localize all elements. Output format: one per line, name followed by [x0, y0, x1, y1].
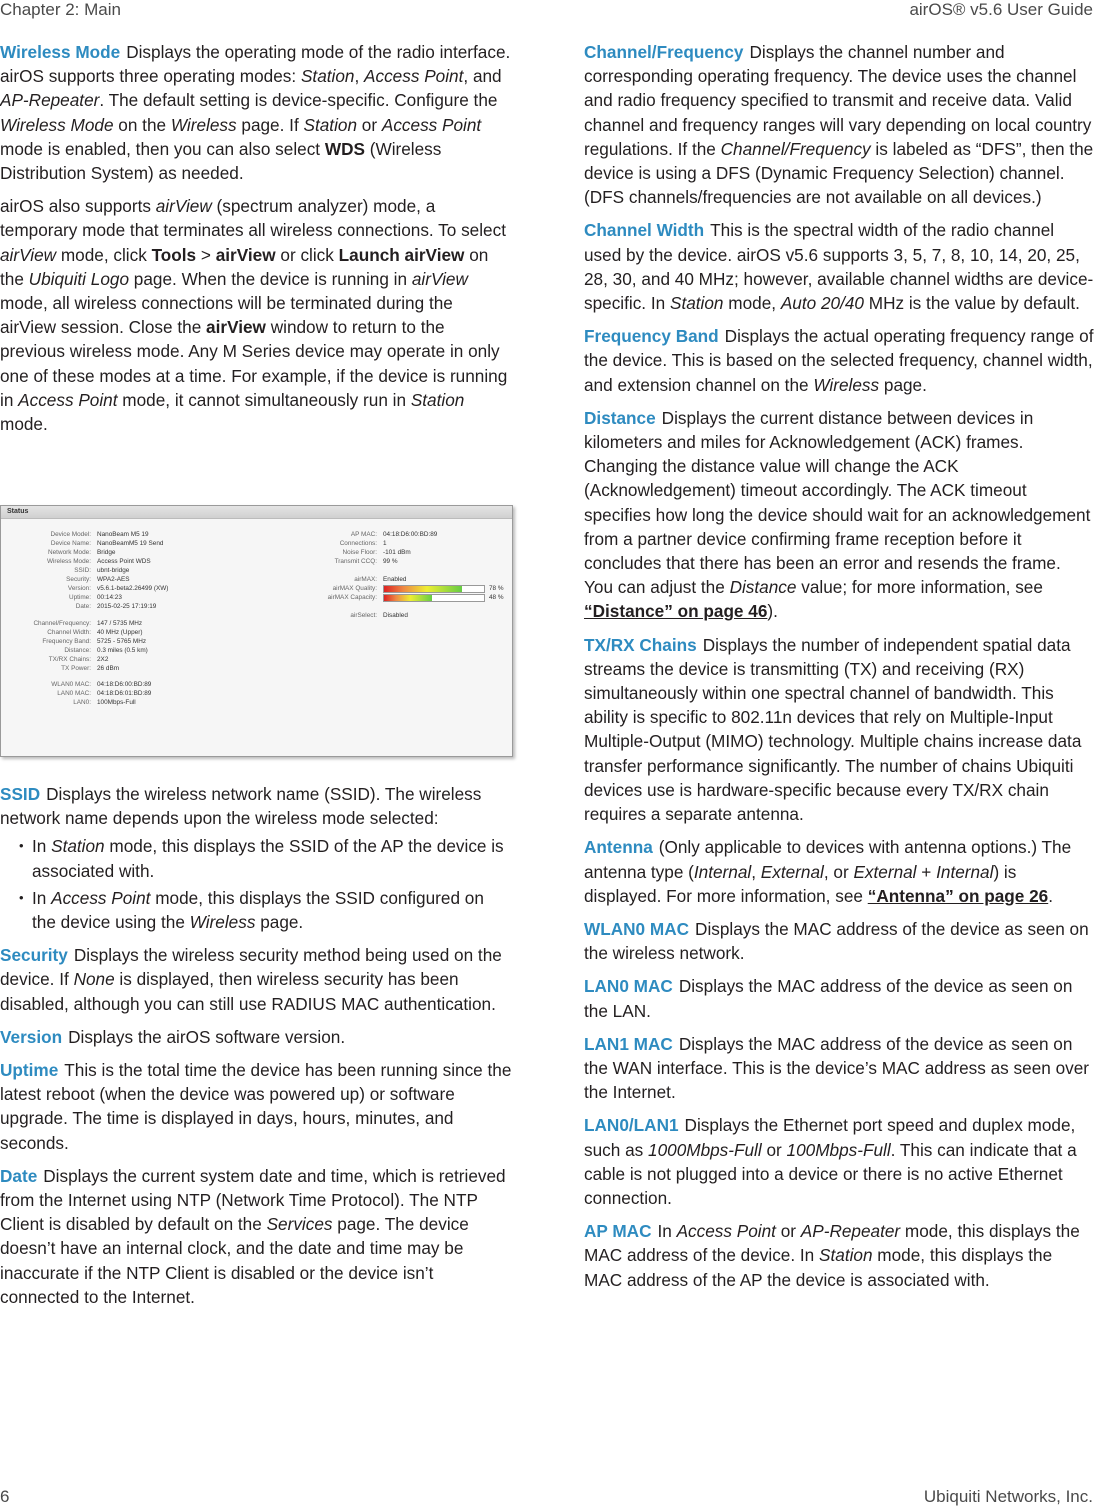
- text: , and: [463, 66, 502, 87]
- wireless-mode-paragraph: [0, 40, 512, 185]
- text: Wireless: [189, 912, 256, 933]
- text: +: [916, 861, 937, 882]
- status-row: [1, 539, 251, 548]
- text: Station: [669, 293, 724, 314]
- term-ssid: SSID: [0, 784, 41, 804]
- status-row: [1, 602, 251, 611]
- status-value: Access Point WDS: [97, 558, 151, 565]
- text: page. The device doesn’t have an internal clock, and the date and time may be inaccurate if the NTP Client is disabled or the device isn’t connected to the Internet.: [0, 1214, 469, 1307]
- date-paragraph: [0, 1164, 512, 1309]
- text: mode is enabled, then you can also select: [0, 138, 325, 159]
- header-chapter: Chapter 2: Main: [0, 0, 121, 19]
- term-wireless-mode: Wireless Mode: [0, 42, 121, 62]
- text: Access Point: [676, 1221, 776, 1242]
- term-security: Security: [0, 945, 68, 966]
- status-title: Status: [1, 506, 512, 519]
- text: AP-Repeater: [0, 90, 100, 111]
- text: Wireless: [170, 114, 237, 135]
- status-row: [1, 698, 251, 707]
- text: is displayed, then wireless security has been disabled, although you can still use RADIUS MAC authentication.: [0, 969, 496, 1014]
- text: mode, this displays the SSID configured on the device using the: [32, 887, 484, 933]
- channel-width-paragraph: [584, 218, 1094, 315]
- text: None: [73, 969, 115, 990]
- distance-page-link[interactable]: “Distance” on page 46: [584, 601, 768, 622]
- status-label: Version:: [67, 585, 91, 592]
- status-label: airMAX Capacity:: [327, 594, 377, 601]
- text: Displays the current system date and time, which is retrieved from the Internet using NTP (Network Time Protocol). The NTP Client is disabled by default on the: [0, 1165, 506, 1235]
- status-row: [1, 646, 251, 655]
- term-ap-mac: AP MAC: [584, 1221, 652, 1242]
- status-row: [261, 548, 511, 557]
- text: AP-Repeater: [800, 1221, 901, 1242]
- status-value: 100Mbps-Full: [97, 699, 136, 706]
- text: This is the spectral width of the radio channel used by the device. airOS v5.6 supports 3, 5, 7, 8, 10, 14, 20, 25, 28, 30, and 40 MHz; however, available channel widths are device-specific. In: [584, 220, 1094, 314]
- text: or click: [275, 244, 339, 265]
- text: Wireless: [813, 374, 880, 395]
- status-row: [261, 557, 511, 566]
- status-row: [1, 548, 251, 557]
- text: airView: [215, 244, 276, 265]
- text: (spectrum analyzer) mode, a temporary mode that terminates all wireless connections. To select: [0, 196, 506, 241]
- text: In: [32, 887, 52, 908]
- term-channel-frequency: Channel/Frequency: [584, 42, 744, 62]
- term-antenna: Antenna: [584, 837, 653, 858]
- term-distance: Distance: [584, 407, 656, 428]
- text: mode, this displays the MAC address of the device. In: [584, 1221, 1080, 1266]
- text: Displays the Ethernet port speed and duplex mode, such as: [584, 1115, 1076, 1160]
- text: (Wireless Distribution System) as needed.: [0, 138, 442, 184]
- left-column-lower: [0, 782, 512, 1318]
- text: Station: [819, 1245, 873, 1266]
- term-wlan0-mac: WLAN0 MAC: [584, 918, 690, 939]
- text: ).: [767, 601, 778, 622]
- status-value: NanoBeam M5 19: [97, 531, 149, 538]
- status-row: [1, 566, 251, 575]
- status-row: [261, 584, 511, 593]
- text: Displays the airOS software version.: [68, 1026, 346, 1047]
- text: airView: [0, 244, 57, 265]
- status-value: 2015-02-25 17:19:19: [97, 603, 157, 610]
- wlan0-mac-paragraph: [584, 917, 1094, 965]
- ssid-bullet-list: [0, 834, 512, 934]
- text: Displays the current distance between devices in kilometers and miles for Acknowledgement (ACK) frames. Changing the distance value will change the ACK (Acknowledgement) timeout accordingly. The ACK timeout specifies how long the device should wait for an acknowledgement from a partner device confirming frame reception before it concludes that there has been an error and resends the frame. You can adjust the: [584, 407, 1091, 598]
- text: on the: [0, 244, 489, 289]
- status-row: [1, 557, 251, 566]
- text: Displays the MAC address of the device as seen on the wireless network.: [584, 918, 1089, 964]
- airview-paragraph: [0, 194, 512, 436]
- status-value: WPA2-AES: [97, 576, 130, 583]
- status-value: 48 %: [489, 594, 504, 601]
- text: or: [775, 1221, 801, 1242]
- status-value: -101 dBm: [383, 549, 411, 556]
- text: Displays the MAC address of the device as seen on the LAN.: [584, 976, 1073, 1021]
- list-item: [0, 886, 512, 934]
- status-label: airMAX:: [354, 576, 377, 583]
- status-label: Connections:: [339, 540, 377, 547]
- text: mode, click: [56, 244, 152, 265]
- status-value: Enabled: [383, 576, 407, 583]
- status-value: 147 / 5735 MHz: [97, 620, 143, 627]
- text: In: [657, 1221, 677, 1242]
- text: page.: [879, 374, 927, 395]
- header-guide-title: airOS® v5.6 User Guide: [909, 0, 1093, 19]
- version-paragraph: [0, 1025, 512, 1049]
- status-value: 78 %: [489, 585, 504, 592]
- text: airView: [155, 196, 212, 217]
- status-row: [261, 611, 511, 620]
- text: (Only applicable to devices with antenna options.) The antenna type (: [584, 837, 1072, 882]
- status-label: TX Power:: [61, 665, 91, 672]
- status-value: 2X2: [97, 656, 109, 663]
- text: Distance: [729, 577, 797, 598]
- text: Displays the wireless network name (SSID). The wireless network name depends upon the wireless mode selected:: [0, 784, 482, 829]
- status-label: Network Mode:: [48, 549, 91, 556]
- text: Displays the channel number and corresponding operating frequency. The device uses the channel and radio frequency specified to transmit and receive data. Valid channel and frequency ranges will vary depending on local country regulations. If the: [584, 42, 1092, 159]
- status-screenshot: [0, 505, 513, 757]
- airmax-capacity-meter: [383, 594, 485, 602]
- status-label: Security:: [66, 576, 91, 583]
- status-row: [1, 584, 251, 593]
- text: Wireless Mode: [0, 114, 114, 135]
- text: mode, it cannot simultaneously run in: [117, 389, 411, 410]
- text: External: [760, 861, 824, 882]
- lan1-mac-paragraph: [584, 1032, 1094, 1105]
- text: page. If: [236, 114, 304, 135]
- airmax-quality-meter: [383, 585, 485, 593]
- text: page.: [255, 912, 304, 933]
- text: window to return to the previous wireless mode. Any M Series device may operate in only one of these modes at a time. For example, if the device is running in: [0, 317, 508, 410]
- text: mode.: [0, 414, 48, 435]
- status-value: 00:14:23: [97, 594, 122, 601]
- status-value: 40 MHz (Upper): [97, 629, 143, 636]
- ssid-paragraph: [0, 782, 512, 830]
- text: Services: [266, 1214, 333, 1235]
- footer-company: Ubiquiti Networks, Inc.: [923, 1487, 1093, 1506]
- text: Access Point: [364, 66, 464, 87]
- status-label: Channel Width:: [47, 629, 91, 636]
- text: Access Point: [51, 887, 151, 908]
- distance-paragraph: [584, 406, 1094, 624]
- lan0-mac-paragraph: [584, 974, 1094, 1022]
- text: mode, this displays the MAC address of the AP the device is associated with.: [584, 1245, 1053, 1290]
- status-value: Disabled: [383, 612, 408, 619]
- status-label: Uptime:: [68, 594, 91, 601]
- status-label: Channel/Frequency:: [33, 620, 91, 627]
- status-label: Frequency Band:: [42, 638, 91, 645]
- term-date: Date: [0, 1165, 38, 1186]
- right-column: [584, 40, 1094, 1301]
- status-label: Date:: [75, 603, 91, 610]
- text: Internal: [936, 861, 994, 882]
- text: Access Point: [381, 114, 482, 135]
- text: on the: [113, 114, 171, 135]
- text: , or: [823, 861, 854, 882]
- status-label: Device Model:: [50, 531, 91, 538]
- text: Displays the wireless security method being used on the device. If: [0, 945, 502, 990]
- txrx-chains-paragraph: [584, 633, 1094, 827]
- uptime-paragraph: [0, 1058, 512, 1155]
- status-row: [261, 530, 511, 539]
- text: mode, all wireless connections will be terminated during the airView session. Close the: [0, 293, 453, 338]
- text: airOS also supports: [0, 196, 156, 217]
- term-txrx-chains: TX/RX Chains: [584, 634, 697, 655]
- text: Station: [303, 114, 358, 135]
- status-label: Noise Floor:: [342, 549, 377, 556]
- text: MHz is the value by default.: [863, 293, 1080, 314]
- text: Station: [410, 389, 465, 410]
- status-label: AP MAC:: [350, 531, 377, 538]
- list-item: [0, 834, 512, 882]
- term-frequency-band: Frequency Band: [584, 326, 719, 347]
- text: Auto 20/40: [780, 293, 864, 314]
- status-row: [261, 539, 511, 548]
- status-row: [261, 593, 511, 602]
- channel-frequency-paragraph: [584, 40, 1094, 209]
- text: Station: [51, 836, 105, 857]
- security-paragraph: [0, 943, 512, 1016]
- text: Displays the actual operating frequency range of the device. This is based on the selected frequency, channel width, and extension channel on the: [584, 326, 1094, 395]
- text: Tools: [151, 244, 197, 265]
- text: ,: [354, 66, 365, 87]
- status-label: LAN0 MAC:: [57, 690, 91, 697]
- text: Launch airView: [338, 244, 465, 265]
- status-row: [1, 637, 251, 646]
- status-label: airMAX Quality:: [332, 585, 377, 592]
- text: Access Point: [18, 389, 118, 410]
- status-label: Wireless Mode:: [46, 558, 91, 565]
- antenna-page-link[interactable]: “Antenna” on page 26: [867, 885, 1049, 906]
- text: is labeled as “DFS”, then the device is using a DFS (Dynamic Frequency Selection) channel. (DFS channels/frequencies are not available on all devices.): [584, 138, 1094, 208]
- status-value: NanoBeamM5 19 Send: [97, 540, 164, 547]
- frequency-band-paragraph: [584, 324, 1094, 397]
- status-value: 1: [383, 540, 387, 547]
- text: page. When the device is running in: [129, 268, 412, 289]
- status-row: [1, 619, 251, 628]
- term-channel-width: Channel Width: [584, 220, 705, 241]
- text: 1000Mbps-Full: [648, 1139, 762, 1160]
- status-value: 99 %: [383, 558, 398, 565]
- left-column: [0, 40, 512, 445]
- meter-fill: [384, 586, 462, 592]
- text: airView: [206, 317, 266, 338]
- status-value: v5.6.1-beta2.26499 (XW): [97, 585, 169, 592]
- term-lan0-mac: LAN0 MAC: [584, 976, 673, 997]
- status-value: 26 dBm: [97, 665, 120, 672]
- status-row: [1, 680, 251, 689]
- text: . The default setting is device-specific. Configure the: [99, 90, 498, 111]
- text: 100Mbps-Full: [786, 1139, 891, 1160]
- page-number: 6: [0, 1487, 10, 1506]
- text: Displays the operating mode of the radio interface. airOS supports three operating modes:: [0, 42, 511, 87]
- status-value: ubnt-bridge: [97, 567, 130, 574]
- status-label: Distance:: [64, 647, 91, 654]
- term-uptime: Uptime: [0, 1060, 59, 1081]
- text: value; for more information, see: [796, 577, 1043, 598]
- status-row: [1, 664, 251, 673]
- status-row: [1, 628, 251, 637]
- status-row: [1, 689, 251, 698]
- text: WDS: [324, 138, 365, 159]
- status-row: [1, 575, 251, 584]
- status-label: SSID:: [74, 567, 91, 574]
- status-row: [1, 655, 251, 664]
- status-label: LAN0:: [73, 699, 91, 706]
- text: or: [357, 114, 382, 135]
- status-value: 04:18:D6:01:BD:89: [97, 690, 152, 697]
- text: >: [196, 244, 216, 265]
- status-label: Transmit CCQ:: [334, 558, 377, 565]
- text: Displays the MAC address of the device as seen on the WAN interface. This is the device’s MAC address as seen over the Internet.: [584, 1033, 1090, 1103]
- antenna-paragraph: [584, 835, 1094, 908]
- status-row: [261, 575, 511, 584]
- status-row: [1, 593, 251, 602]
- text: This is the total time the device has been running since the latest reboot (when the device was powered up) or software upgrade. The time is displayed in days, hours, minutes, and seconds.: [0, 1060, 512, 1153]
- status-label: TX/RX Chains:: [48, 656, 91, 663]
- status-label: WLAN0 MAC:: [51, 681, 91, 688]
- text: mode, this displays the SSID of the AP the device is associated with.: [32, 836, 504, 881]
- term-lan1-mac: LAN1 MAC: [584, 1033, 673, 1054]
- text: airView: [411, 268, 468, 289]
- text: ) is displayed. For more information, see: [584, 861, 1017, 906]
- status-row: [1, 530, 251, 539]
- text: mode,: [723, 293, 781, 314]
- status-label: airSelect:: [350, 612, 377, 619]
- text: Station: [300, 66, 355, 87]
- ap-mac-paragraph: [584, 1219, 1094, 1292]
- status-value: 0.3 miles (0.5 km): [97, 647, 148, 654]
- text: Ubiquiti Logo: [28, 268, 130, 289]
- term-lan0-lan1: LAN0/LAN1: [584, 1115, 679, 1136]
- status-value: Bridge: [97, 549, 116, 556]
- lan0-lan1-paragraph: [584, 1113, 1094, 1210]
- meter-fill: [384, 595, 432, 601]
- text: External: [853, 861, 917, 882]
- text: Internal: [693, 861, 752, 882]
- text: or: [761, 1139, 787, 1160]
- term-version: Version: [0, 1026, 63, 1047]
- status-value: 5725 - 5765 MHz: [97, 638, 147, 645]
- status-value: 04:18:D6:00:BD:89: [383, 531, 438, 538]
- text: Displays the number of independent spatial data streams the device is transmitting (TX) and receiving (RX) simultaneously within one spectral channel of bandwidth. This ability is specific to 802.11n devices that rely on Multiple-Input Multiple-Output (MIMO) technology. Multiple chains increase data transfer performance significantly. The number of chains Ubiquiti devices use is hardware-specific because every TX/RX chain requires a separate antenna.: [584, 634, 1082, 825]
- text: .: [1048, 885, 1054, 906]
- text: . This can indicate that a cable is not plugged into a device or there is no active Ethernet connection.: [584, 1139, 1077, 1208]
- text: Channel/Frequency: [720, 138, 871, 159]
- text: In: [32, 836, 52, 857]
- status-label: Device Name:: [50, 540, 91, 547]
- text: ,: [751, 861, 761, 882]
- status-value: 04:18:D6:00:BD:89: [97, 681, 152, 688]
